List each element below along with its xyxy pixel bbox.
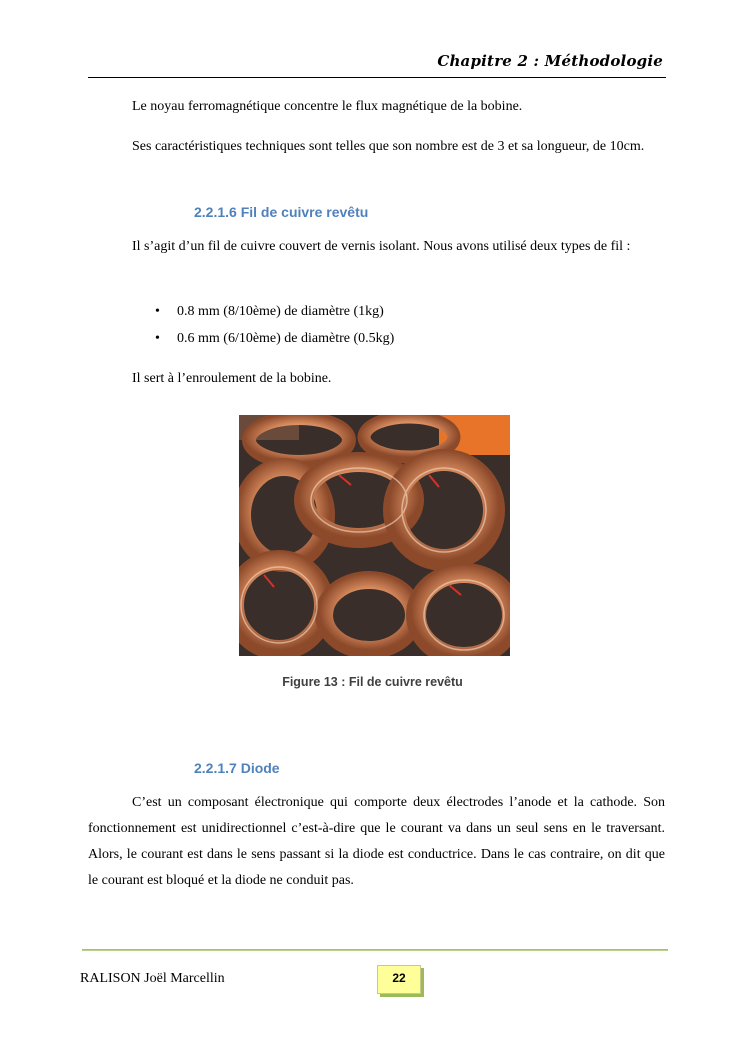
paragraph-winding-use: Il sert à l’enroulement de la bobine.: [132, 371, 332, 386]
copper-coils-illustration: [239, 415, 510, 656]
list-item: [155, 329, 394, 349]
paragraph-ferromagnetic-core: Le noyau ferromagnétique concentre le flux magnétique de la bobine.: [132, 99, 523, 114]
bullet-icon: •: [155, 331, 160, 346]
list-item-text: 0.6 mm (6/10ème) de diamètre (0.5kg): [177, 331, 395, 346]
figure-caption: Figure 13 : Fil de cuivre revêtu: [282, 675, 463, 689]
list-item-text: 0.8 mm (8/10ème) de diamètre (1kg): [177, 304, 384, 319]
list-item: [155, 302, 384, 322]
chapter-header: Chapitre 2 : Méthodologie: [437, 52, 663, 70]
copper-wire-photo: [239, 415, 510, 656]
section-heading-copper-wire: 2.2.1.6 Fil de cuivre revêtu: [194, 204, 369, 220]
page-number: 22: [377, 965, 421, 994]
paragraph-copper-wire: Il s’agit d’un fil de cuivre couvert de vernis isolant. Nous avons utilisé deux types de fil :: [132, 239, 631, 254]
paragraph-diode: C’est un composant électronique qui comporte deux électrodes l’anode et la cathode. Son fonctionnement est unidirectionnel c’est-à-dire que le courant va dans un seul sens en le traversant. Alors, le courant est dans le sens passant si la diode est conductrice. Dans le cas contraire, on dit que le courant est bloqué et la diode ne conduit pas.: [88, 795, 665, 888]
header-divider: [88, 77, 666, 78]
section-heading-diode: 2.2.1.7 Diode: [194, 760, 280, 776]
footer-divider: [82, 949, 668, 951]
paragraph-core-specs: Ses caractéristiques techniques sont telles que son nombre est de 3 et sa longueur, de 10cm.: [132, 139, 645, 154]
footer-author: RALISON Joël Marcellin: [80, 971, 225, 986]
bullet-icon: •: [155, 304, 160, 319]
